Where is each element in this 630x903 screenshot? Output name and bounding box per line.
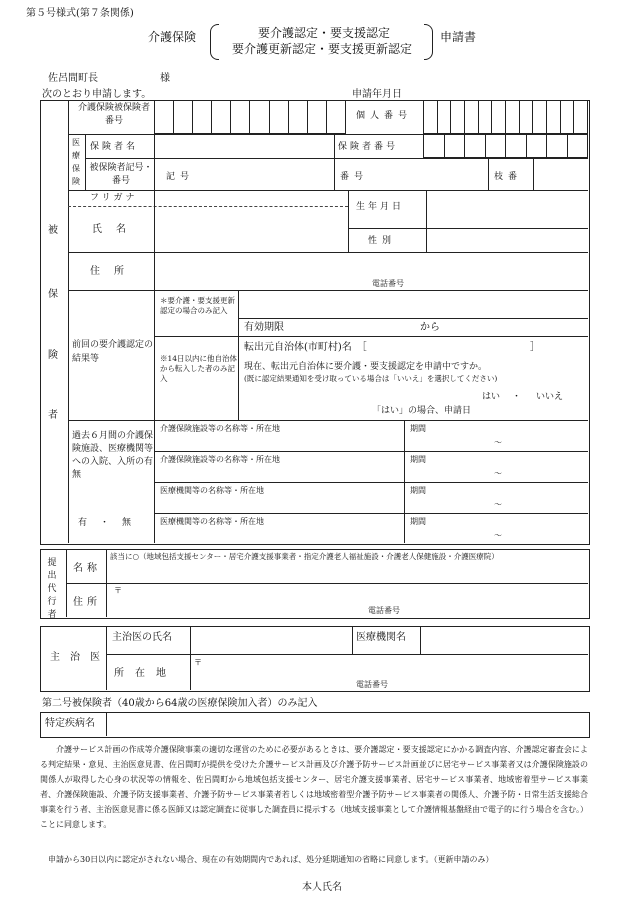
signature-label: 本人氏名 bbox=[302, 882, 342, 893]
row-line bbox=[154, 482, 588, 483]
sex-label: 性別 bbox=[368, 236, 397, 246]
insured-phone-label: 電話番号 bbox=[372, 279, 404, 288]
valid-period-label: 有効期限 bbox=[244, 322, 284, 333]
div-line bbox=[334, 134, 335, 158]
facility-row-label: 介護保険施設等の名称等・所在地 bbox=[160, 455, 280, 464]
transfer-note: ※14日以内に他自治体から転入した者のみ記入 bbox=[160, 354, 238, 383]
div-line bbox=[154, 190, 155, 252]
div-line bbox=[348, 190, 349, 252]
furigana-line bbox=[68, 206, 348, 207]
name-label: 氏名 bbox=[92, 224, 140, 235]
title-line1: 要介護認定・要支援認定 bbox=[257, 26, 390, 40]
symbol-label: 記号 bbox=[166, 172, 195, 182]
insured-section-char4: 者 bbox=[48, 410, 58, 421]
facility-row-label: 介護保険施設等の名称等・所在地 bbox=[160, 424, 280, 433]
addressee-name: 佐呂間町長 bbox=[48, 73, 98, 84]
insured-symbol-label: 被保険者記号・番号 bbox=[89, 163, 153, 186]
row-line bbox=[238, 318, 588, 319]
insured-section-char1: 被 bbox=[48, 225, 58, 236]
doctor-name-label: 主治医の氏名 bbox=[112, 632, 172, 643]
birthdate-label: 生年月日 bbox=[356, 202, 405, 212]
row-line bbox=[68, 290, 588, 291]
dot-separator: ・ bbox=[512, 392, 522, 402]
yes-option[interactable]: はい bbox=[482, 392, 501, 402]
disease-table bbox=[40, 712, 590, 738]
consent-paragraph: 介護サービス計画の作成等介護保険事業の適切な運営のために必要があるときは、要介護認定・要支援認定にかかる調査内容、介護認定審査会による判定結果・意見、主治医意見書、佐呂間町が提供を受けた介護サービス計画及び介護予防サービス計画並びに居宅サービス事業者又は介護保険施設の関係人が取得した心身の状況等の情報を、佐呂間町から地域包括支援センター、居宅介護支援事業者、居宅サービス事業者、地域密着型サービス事業者、介護保険施設、介護予防支援事業者、介護予防サービス事業者若しくは地域密着型介護予防サービス事業者の関係人、介護予防・日常生活支援総合事業を行う者、主治医意見書に係る医師又は認定調査に従事した調査員に提示する（地域支援事業として介護情報基盤経由で電子的に行う場合を含む。）ことに同意します。 bbox=[40, 745, 588, 829]
row-line bbox=[106, 654, 588, 655]
facility-row-tilde: ～ bbox=[494, 531, 502, 540]
no-option[interactable]: いいえ bbox=[536, 392, 564, 402]
row-line bbox=[154, 336, 588, 337]
agent-phone-label: 電話番号 bbox=[368, 606, 400, 615]
agent-postal: 〒 bbox=[114, 586, 122, 595]
title-line2: 要介護更新認定・要支援更新認定 bbox=[231, 42, 412, 56]
yes-date-label: 「はい」の場合、申請日 bbox=[372, 406, 472, 416]
consent-paragraph2: 申請から30日以内に認定がされない場合、現在の有効期間内であれば、処分延期通知の省略に同意します。（更新申請のみ） bbox=[48, 855, 494, 864]
location-label: 所在地 bbox=[114, 668, 177, 679]
furigana-label: フリガナ bbox=[90, 193, 138, 203]
div-line bbox=[106, 712, 107, 736]
row-line bbox=[68, 252, 588, 253]
row-line bbox=[66, 583, 588, 584]
div-line bbox=[426, 190, 427, 252]
div-line bbox=[154, 134, 155, 190]
title-right: 申請書 bbox=[440, 30, 477, 44]
facility-row-period: 期間 bbox=[410, 455, 426, 464]
facility-row-label: 医療機関等の名称等・所在地 bbox=[160, 486, 264, 495]
facility-row-tilde: ～ bbox=[494, 438, 502, 447]
doctor-phone-label: 電話番号 bbox=[356, 680, 388, 689]
intro-text: 次のとおり申請します。 bbox=[42, 89, 152, 100]
insured-section-char2: 保 bbox=[48, 289, 58, 300]
address-label: 住所 bbox=[90, 266, 138, 277]
div-line bbox=[154, 290, 155, 420]
personal-number-boxes[interactable] bbox=[423, 100, 588, 134]
row-line bbox=[154, 513, 588, 514]
insured-number-boxes[interactable] bbox=[154, 100, 346, 134]
div-line bbox=[334, 158, 335, 190]
secondary-heading: 第二号被保険者（40歳から64歳の医療保険加入者）のみ記入 bbox=[42, 698, 318, 709]
div-line bbox=[420, 626, 421, 654]
addressee-honorific: 様 bbox=[160, 73, 170, 84]
agent-address-label: 住所 bbox=[73, 597, 101, 608]
insured-number-label: 介護保険被保険者番号 bbox=[77, 103, 150, 126]
renewal-note: ＊要介護・要支援更新認定の場合のみ記入 bbox=[160, 296, 235, 315]
from-label: から bbox=[420, 322, 440, 333]
origin-close: ］ bbox=[530, 342, 540, 353]
insured-section bbox=[40, 100, 69, 543]
insured-section-char3: 険 bbox=[48, 350, 58, 361]
facility-presence[interactable]: 有 ・ 無 bbox=[78, 518, 134, 528]
row-line bbox=[348, 228, 588, 229]
facility-row-period: 期間 bbox=[410, 424, 426, 433]
div-line bbox=[352, 626, 353, 654]
facility-row-label: 医療機関等の名称等・所在地 bbox=[160, 517, 264, 526]
branch-label: 枝番 bbox=[494, 172, 523, 182]
form-number: 第５号様式(第７条関係) bbox=[26, 8, 134, 19]
facility-label: 過去６月間の介護保険施設、医療機関等への入院、入所の有無 bbox=[72, 431, 154, 480]
facility-row-tilde: ～ bbox=[494, 500, 502, 509]
insurer-name-label: 保険者名 bbox=[90, 142, 139, 152]
question-note: (既に認定結果通知を受け取っている場合は「いいえ」を選択してください) bbox=[244, 374, 498, 383]
facility-row-period: 期間 bbox=[410, 517, 426, 526]
doctor-section-label: 主治医 bbox=[50, 652, 110, 663]
origin-label: 転出元自治体(市町村)名 ［ bbox=[244, 342, 367, 353]
title-bracket-right bbox=[424, 24, 433, 60]
div-line bbox=[238, 290, 239, 420]
title-left: 介護保険 bbox=[148, 30, 197, 44]
previous-label: 前回の要介護認定の結果等 bbox=[72, 340, 154, 364]
row-line bbox=[68, 190, 588, 191]
agent-options: 該当に○（地域包括支援センター・居宅介護支援事業者・指定介護老人福祉施設・介護老人保健施設・介護医療院） bbox=[110, 552, 499, 561]
facility-row-tilde: ～ bbox=[494, 469, 502, 478]
question-text: 現在、転出元自治体に要介護・要支援認定を申請中ですか。 bbox=[244, 362, 488, 372]
insurer-number-boxes[interactable] bbox=[423, 134, 588, 158]
personal-number-label: 個人番号 bbox=[356, 111, 413, 121]
title-bracket-left bbox=[210, 24, 219, 60]
row-line bbox=[154, 451, 588, 452]
agent-name-label: 名称 bbox=[73, 563, 101, 574]
date-label: 申請年月日 bbox=[352, 89, 402, 100]
medical-label: 医療保険 bbox=[72, 138, 80, 186]
insurer-number-label: 保険者番号 bbox=[338, 142, 399, 152]
div-line bbox=[154, 252, 155, 290]
agent-section-label: 提出代行者 bbox=[47, 558, 57, 620]
disease-label: 特定疾病名 bbox=[45, 718, 95, 729]
row-line bbox=[68, 420, 588, 421]
facility-row-period: 期間 bbox=[410, 486, 426, 495]
doctor-postal: 〒 bbox=[194, 658, 202, 667]
number-label: 番号 bbox=[340, 172, 369, 182]
institution-label: 医療機関名 bbox=[356, 632, 406, 643]
